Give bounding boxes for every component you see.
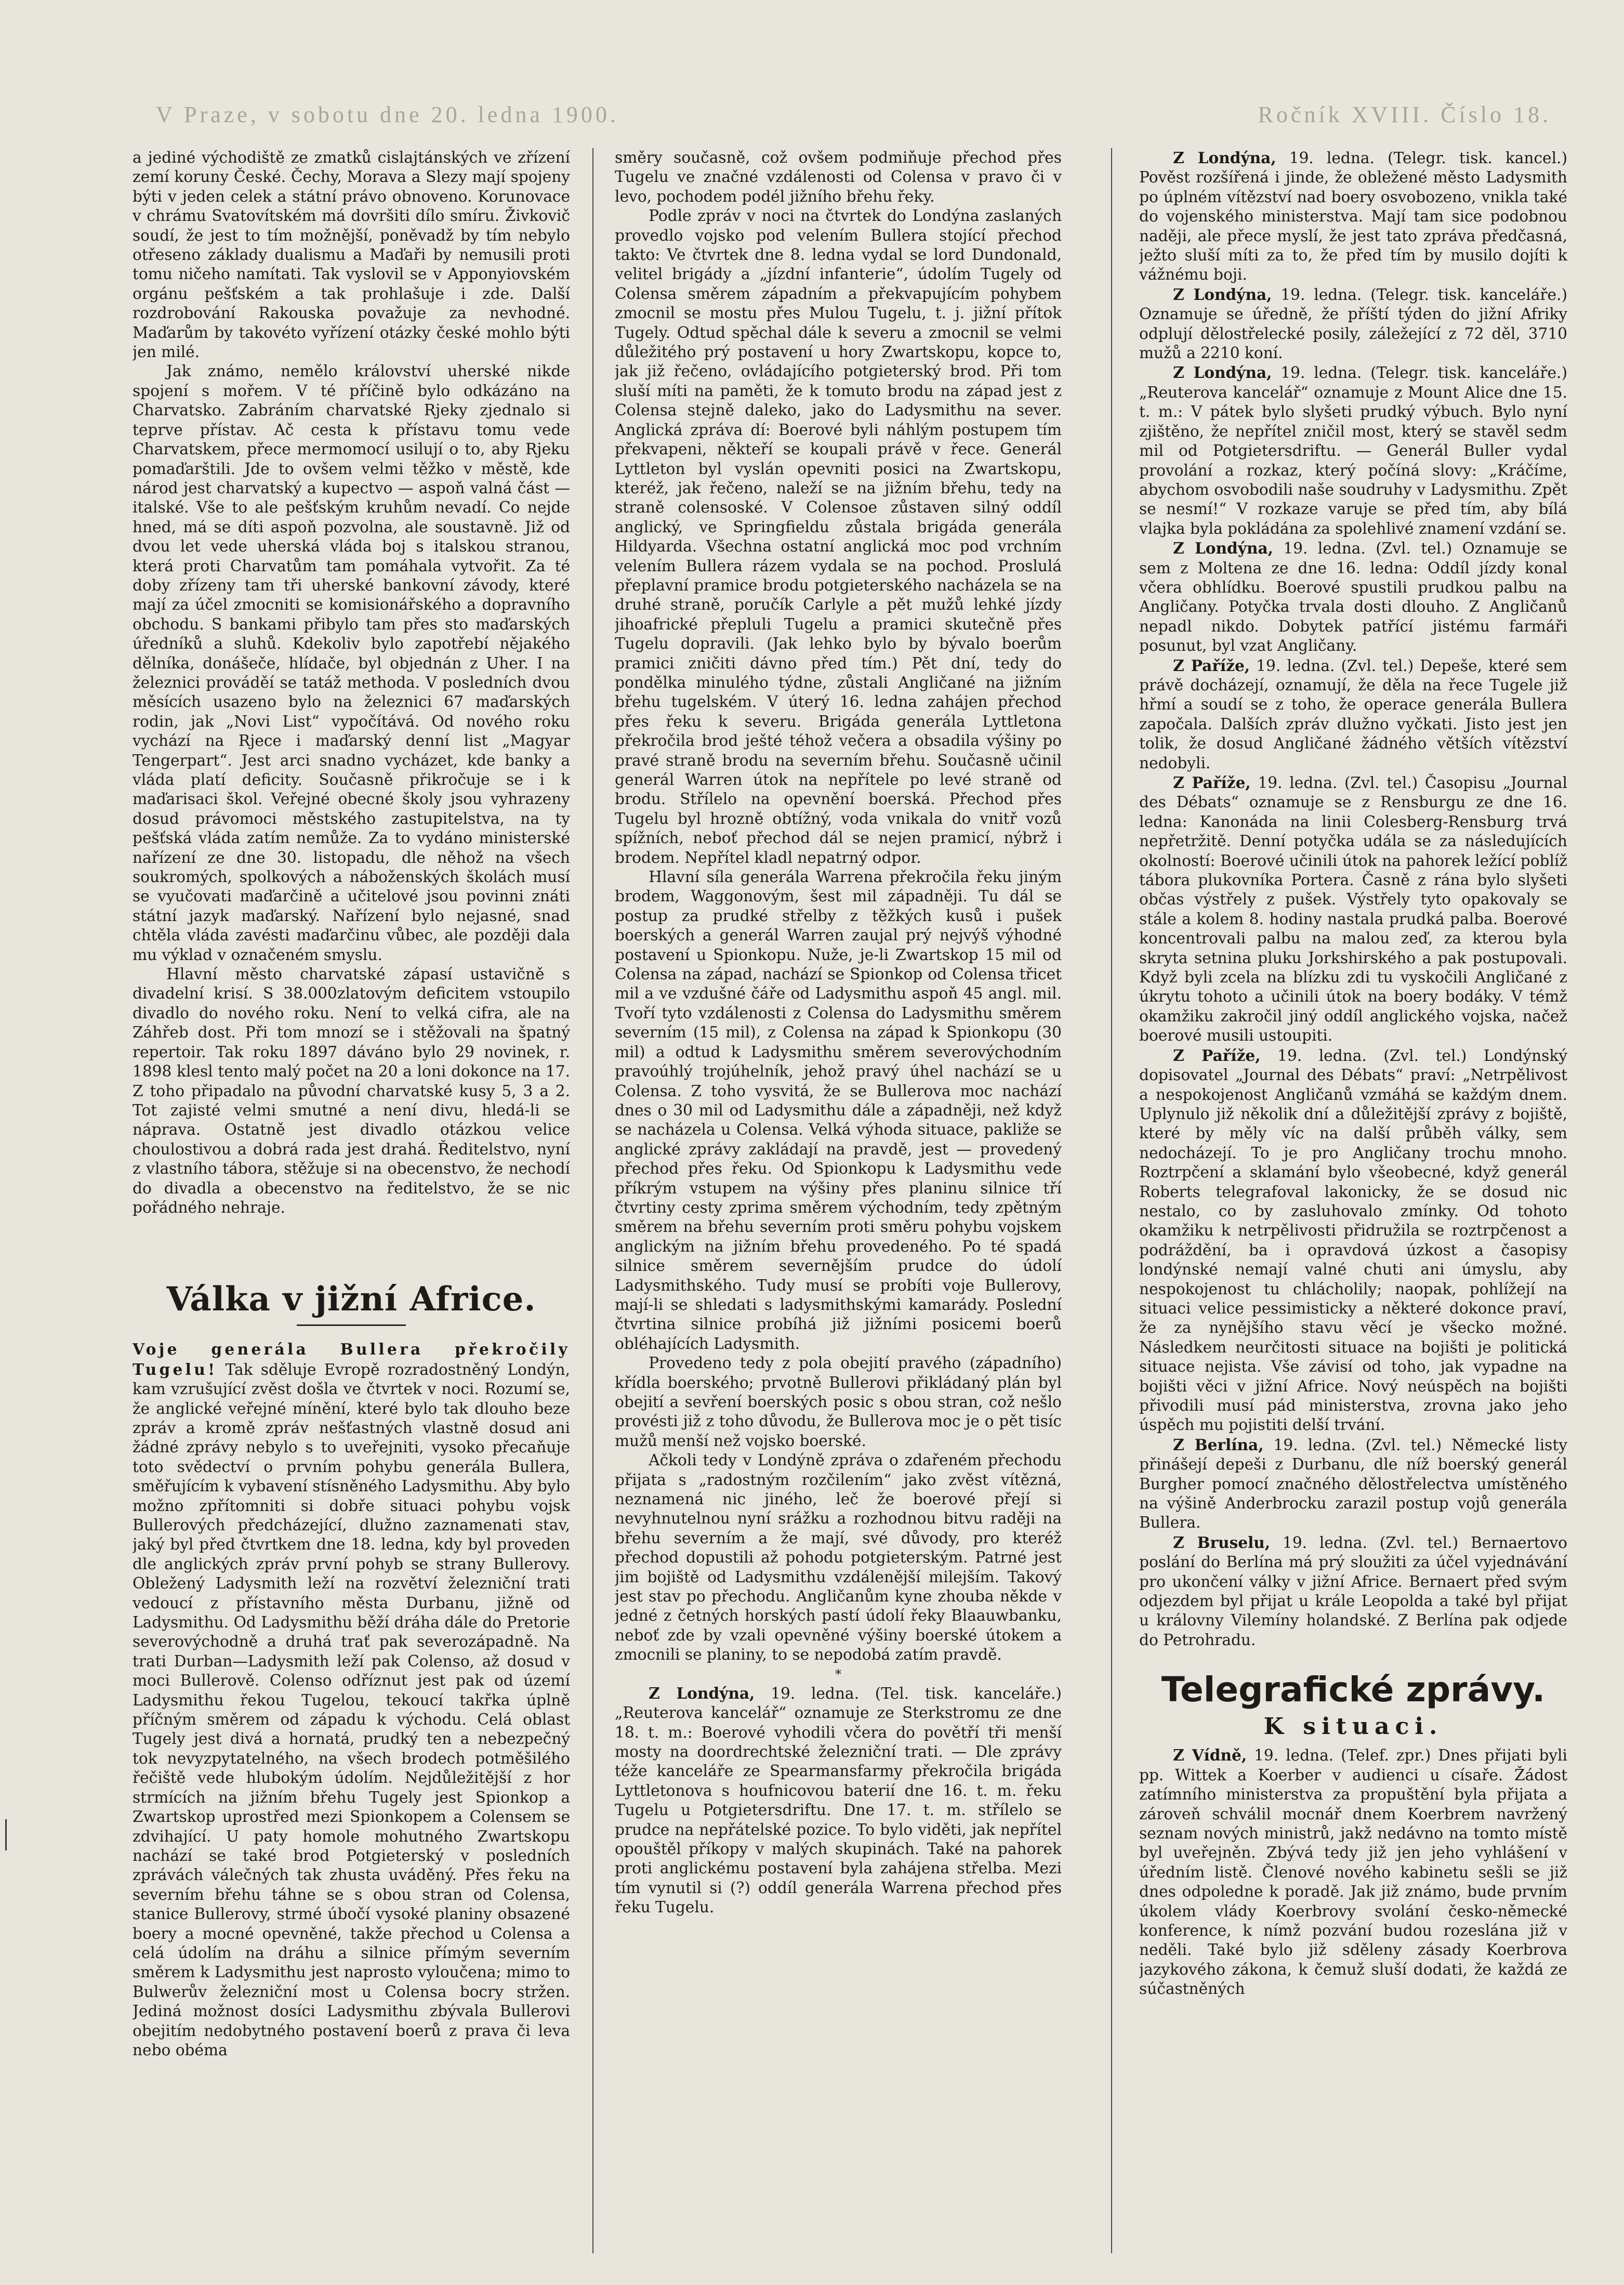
report-text: 19. ledna. (Telef. zpr.) Dnes přijati byli pp. Wittek a Koerber v audienci u císaře. Žádost zatímního ministerstva za propuštění byla přijata a zároveň schválil mocnář dnem Koerbrem navržený seznam nových ministrů, jakž nedávno na tomto místě byl uveřejněn. Zbývá tedy již jen jeho vyhlášení v úředním listě. Členové nového kabinetu sešli se již dnes odpoledne k poradě. Jak již známo, bude prvním úkolem vlády Koerbrovy svolání česko-německé konference, k nímž pozvání budou rozeslána již v neděli. Také bylo již sděleny zásady Koerbrova jazykového zákona, k čemuž sluší dodati, že každá ze súčastněných: [1139, 1746, 1567, 1998]
paragraph: směry současně, což ovšem podmiňuje přechod přes Tugelu ve značné vzdálenosti od Colensa v pravo či v levo, pochodem podél jižního břehu řeky.: [615, 149, 1062, 205]
header-right: Ročník XVIII. Číslo 18.: [1258, 102, 1551, 127]
report-text: 19. ledna. (Tel. tisk. kanceláře.) „Reuterova kancelář“ oznamuje ze Sterkstromu ze dne 18. t. m.: Boerové vyhodili včera do povětří tři menší mosty na doordrechtské železniční trati. — Dle zprávy téže kanceláře ze Spearmansfarmy překročila brigáda Lyttletonova s houfnicovou baterií dne 16. t. m. řeku Tugelu u Potgietersdriftu. Dne 17. t. m. střílelo se prudce na nepřátelské pozice. To bylo viděti, jak nepřítel opouštěl příkopy v malých skupinách. Také na pahorek proti anglickému postavení byla zahájena střelba. Mezi tím vynutil si (?) oddíl generála Warrena přechod přes řeku Tugelu.: [615, 1684, 1062, 1916]
paragraph: Hlavní město charvatské zápasí ustavičně s divadelní krisí. S 38.000zlatovým deficitem vstoupilo divadlo do nového roku. Není to velká cifra, ale na Záhřeb dost. Při tom mnozí se i stěžovali na špatný repertoir. Tak roku 1897 dáváno bylo 29 novinek, r. 1898 klesl tento malý počet na 20 a loni dokonce na 17. Z toho připadalo na původní charvatské kusy 5, 3 a 2. Tot zajisté velmi smutné a není divu, hledá-li se náprava. Ostatně jest divadlo otázkou velice choulostivou a dobrá rada jest drahá. Ředitelstvo, nyní z vlastního tábora, stěžuje si na obecenstvo, že nechodí do divadla a obecenstvo na ředitelstvo, že se nic pořádného nehraje.: [133, 965, 570, 1216]
column-1: [133, 148, 570, 2258]
report-text: 19. ledna. (Telegr. tisk. kanceláře.) „Reuterova kancelář“ oznamuje z Mount Alice dne 15. t. m.: V pátek bylo slyšeti prudký výbuch. Bylo nyní zjištěno, že nepřítel zničil most, který se stavěl sedm mil od Potgietersdriftu. — Generál Buller vydal provolání a rozkaz, který počíná slovy: „Kráčíme, abychom osvobodili naše soudruhy v Ladysmithu. Zpět se nesmí!“ V rozkaze varuje se před tím, aby bílá vlajka byla pokládána za spolehlivé znamení vzdání se.: [1139, 364, 1567, 537]
paragraph: Jak známo, nemělo království uherské nikde spojení s mořem. V té příčině bylo odkázáno na Charvatsko. Zabráním charvatské Rjeky zjednalo si teprve přístav. Ač cesta k přístavu tomu vede Charvatskem, přece mermomocí usilují o to, aby Rjeku pomaďarštili. Jde to ovšem velmi těžko v městě, kde národ jest charvatský a kupectvo — aspoň valná část — italské. Vše to ale pešťským kruhům nevadí. Co nejde hned, má se díti aspoň pozvolna, ale soustavně. Již od dvou let vede uherská vláda boj s italskou stranou, která proti Charvatům tam pomáhala vytvořit. Za té doby zřízeny tam tři uherské bankovní závody, které mají za účel zmocniti se komisionářského a dopravního obchodu. S bankami přibylo tam přes sto maďarských úředníků a sluhů. Kdekoliv bylo zapotřebí nějakého dělníka, donášeče, hlídače, byl objednán z Uher. I na železnici prováděí se tatáž methoda. V posledních dvou měsících usazeno bylo na železnici 67 maďarských rodin, jak „Novi List“ vypočítává. Od nového roku vychází na Rjece i maďarský denní list „Magyar Tengerpart“. Jest arci snadno vycházet, kde banky a vláda platí deficity. Současně přikročuje se i k maďarisaci škol. Veřejné obecné školy jsou vyhrazeny dosud právomoci městského zastupitelstva, na ty pešťská vláda zatím nemůže. Za to vydáno ministerské nařízení ze dne 30. listopadu, dle něhož na všech soukromých, spolkových a náboženských školách musí se vyučovati maďarčině a učitelové jsou povinni znáti státní jazyk maďarský. Nařízení bylo nejasné, snad chtěla vláda zavésti maďarčinu vůbec, ale později dala mu výklad v označeném smyslu.: [133, 362, 570, 964]
article-lead-paragraph: [133, 1340, 570, 2060]
column-3: [1139, 148, 1567, 2258]
telegram-report: [615, 1684, 1062, 1918]
column-2-text: [615, 148, 1062, 1665]
report-text: 19. ledna. (Telegr. tisk. kanceláře.) Oznamuje se úředně, že příští týden do jižní Afriky odplují dělostřelecké posily, záležející z 72 děl, 3710 mužů a 2210 koní.: [1139, 285, 1567, 362]
report-text: 19. ledna. (Zvl. tel.) Londýnský dopisovatel „Journal des Débats“ praví: „Netrpělivost a nespokojenost Angličanů vzmáhá se každým dnem. Uplynulo již několik dní a důležitější zprávy z bojiště, které by měly víc na další průběh války, sem nedocházejí. To je pro Angličany trochu mnoho. Roztrpčení a sklamání bylo všeobecné, když generál Roberts telegrafoval lakonicky, že se dosud nic nestalo, co by zasluhovalo zmínky. Od tohoto okamžiku k netrpělivosti přidružila se roztrpčenost a podráždění, ba i opravdová úzkost a časopisy londýnské nemají valné chuti ani úmyslu, aby nespokojenost tu chlácholily; naopak, pohlížejí na situaci velice pessimisticky a některé dokonce praví, že za nynějšího stavu věcí je všecko možné. Následkem neurčitosti situace na bojišti je politická situace nejista. Vše závisí od toho, jak vypadne na bojišti věci v jižní Africe. Nový neúspěch na bojišti přivodili musí pád ministerstva, zrovna jako jeho úspěch mu pojistiti delší trvání.: [1139, 1046, 1567, 1434]
report-place: Z Londýna,: [1173, 149, 1276, 167]
report-place: Z Londýna,: [649, 1684, 755, 1702]
margin-mark: [5, 1819, 22, 1850]
paragraph: Provedeno tedy z pola obejití pravého (západního) křídla boerského; prvotně Bullerovi přikládaný plán byl obejití a sevření boerských posic s obou stran, což nešlo provésti již z toho důvodu, že Bullerova moc je o pět tisíc mužů menší než vojsko boerské.: [615, 1354, 1062, 1450]
telegram-report: [1139, 1533, 1567, 1650]
report-text: 19. ledna. (Zvl. tel.) Časopisu „Journal des Débats“ oznamuje se z Rensburgu ze dne 16. ledna: Kanonáda na linii Colesberg-Rensburg trvá nepřetržitě. Denní potyčka udála se za následujících okolností: Boerové učinili útok na pahorek ležící poblíž tábora plukovníka Portera. Časně z rána bylo slyšeti občas výstřely z pušek. Výstřely tyto opakovaly se stále a kolem 8. hodiny nastala prudká palba. Boerové koncentrovali palbu na malou zeď, za kterou byla skryta setnina pluku Jorkshirského a pak postupovali. Když byli zcela na blízku zdi tu vyskočili Angličané z úkrytu tohoto a učinili útok na boery bodáky. V témž okamžiku zakročil jiný oddíl anglického vojska, načež boerové musili ustoupiti.: [1139, 774, 1567, 1045]
report-text: 19. ledna. (Zvl. tel.) Bernaertovo poslání do Berlína má prý sloužiti za účel vyjednávání pro ukončení války v jižní Africe. Bernaert před svým odjezdem byl přijat u krále Leopolda a také byl přijat u královny Vilemíny holandské. Z Berlína pak odjede do Petrohradu.: [1139, 1533, 1567, 1649]
report-text: 19. ledna. (Telegr. tisk. kancel.) Pověst rozšířená i jinde, že obležené město Ladysmith po úplném vítězství nad boery osvobozeno, vnikla také do vojenského ministerstva. Mají tam sice podobnou naději, ale přece myslí, že jest tato zpráva předčasná, ježto sluší míti za to, že před tím by musilo dojíti k vážnému boji.: [1139, 149, 1567, 284]
telegram-report: [1139, 363, 1567, 539]
paragraph: Podle zpráv v noci na čtvrtek do Londýna zaslaných provedlo vojsko pod velením Bullera stojící přechod takto: Ve čtvrtek dne 8. ledna vydal se lord Dundonald, velitel brigády a „jízdní infanterie“, údolím Tugely od Colensa směrem západním a překvapujícím pohybem zmocnil se mostu přes Mulou Tugelu, t. j. jižní přítok Tugely. Odtud spěchal dále k severu a zmocnil se velmi důležitého prý postavení u hory Zwartskopu, kopce to, jak již řečeno, ovládajícího potgieterský brod. Při tom sluší míti na paměti, že k tomuto brodu na západ jest z Colensa stejně daleko, jako do Ladysmithu na sever. Anglická zpráva dí: Boerové byli náhlým postupem tím překvapeni, někteří se koupali právě v řece. Generál Lyttleton byl vyslán opevniti posici na Zwartskopu, kteréž, jak řečeno, naleží se na jižním břehu, tedy na straně colensoské. V Colensoe zůstaven silný oddíl anglický, ve Springfieldu zůstala brigáda generála Hildyarda. Všechna ostatní anglická moc pod vrchním velením Bullera rázem vydala se na pochod. Proslulá přeplavní pramice brodu potgieterského nacházela se na druhé straně, poručík Carlyle a pět mužů lehké jízdy jihoafrické přepluli Tugelu a pramici skutečně přes Tugelu dopravili. (Jak lehko bylo by bývalo boerům pramici zničiti dávno před tím.) Pět dní, tedy do pondělka minulého týdne, zůstali Angličané na jižním břehu tugelském. V úterý 16. ledna zahájen přechod přes řeku k severu. Brigáda generála Lyttletona překročila brod ješté téhož večera a obsadila výšiny po pravé straně brodu na severním břehu. Současně učinil generál Warren útok na nepřítele po levé straně od brodu. Střílelo na opevnění boerská. Přechod přes Tugelu byl hrozně obtížný, voda vnikala do vnitř vozů spížních, neboť přechod dál se nejen pramicí, nýbrž i brodem. Nepřítel kladl nepatrný odpor.: [615, 207, 1062, 866]
telegram-report: [1139, 1046, 1567, 1435]
paragraph: Ačkoli tedy v Londýně zpráva o zdařeném přechodu přijata s „radostným rozčilením“ jako zvěst vítězná, neznamená nic jiného, leč že boerové přejí si nevyhnutelnou nyní srážku a rozhodnou bitvu raději na břehu severním a že mají, své důvody, pro kteréž přechod dopustili až pohodu potgieterským. Patrné jest jim bojiště od Ladysmithu vzdálenější milejším. Takový jest stav po přechodu. Angličanům kyne zhouba někde v jedné z četných horských pastí údolí řeky Blaauwbanku, neboť zde by vzali opevněné výšiny boerské útokem a zmocnili se planiny, to se nepodobá zatím pravdě.: [615, 1451, 1062, 1664]
column-rule: [1111, 148, 1112, 2253]
column-2: [615, 148, 1062, 2258]
paragraph: Hlavní síla generála Warrena překročila řeku jiným brodem, Waggonovým, šest mil západněji. Tu dál se postup za prudké střelby z těžkých kusů i pušek boerských a generál Warren zaujal prý nejvýš výhodné postavení u Spionkopu. Nuže, je-li Zwartskop 15 mil od Colensa na západ, nachází se Spionkop od Colensa třicet mil a ve vzdušné čáře od Ladysmithu aspoň 45 angl. mil. Tvoří tyto vzdálenosti z Colensa do Ladysmithu směrem severním (15 mil), z Colensa na západ k Spionkopu (30 mil) a odtud k Ladysmithu směrem severovýchodním pravoúhlý trojúhelník, jehož pravý úhel nachází se u Colensa. Z toho vysvitá, že se Bullerova moc nachází dnes o 30 mil od Ladysmithu dále a západněji, než když se nacházela u Colensa. Velká výhoda situace, pakliže se anglické zprávy zakládají na pravdě, jest — provedený přechod přes řeku. Od Spionkopu k Ladysmithu vede příkrým vstupem na výšiny přes planinu silnice tří čtvrtiny cesty zprima směrem východním, tedy zpětným směrem na břehu severním proti směru pohybu vojskem anglickým na jižním břehu provedeného. Po té spadá silnice směrem severnějším prudce do údolí Ladysmithského. Tudy musí se probíti voje Bullerovy, mají-li se shledati s ladysmithskými kamarády. Poslední čtvrtina silnice probíhá již jižními posicemi boerů obléhajících Ladysmith.: [615, 868, 1062, 1352]
report-place: Z Londýna,: [1173, 539, 1273, 558]
column-3-reports: [1139, 148, 1567, 1650]
report-place: Z Bruselu,: [1173, 1533, 1271, 1552]
column-1-text: [133, 148, 570, 1217]
telegram-report: [1139, 285, 1567, 363]
article-lead: Voje generála Bullera překročily Tugelu!: [133, 1340, 570, 1378]
telegram-report: [1139, 539, 1567, 655]
report-text: 19. ledna. (Zvl. tel.) Oznamuje se sem z Moltena ze dne 16. ledna: Oddíl jízdy konal včera obhlídku. Boerové spustili prudkou palbu na Angličany. Potyčka trvala dosti dlouho. Z Angličanů nepadl nikdo. Dobytek patřící jistému farmáři posunut, byl vzat Angličany.: [1139, 540, 1567, 655]
telegram-report: [1139, 773, 1567, 1046]
report-text: 19. ledna. (Zvl. tel.) Depeše, které sem právě docházejí, oznamují, že děla na řece Tugele již hřmí a soudí se z toho, že operace generála Bullera započala. Dalších zpráv dlužno vyčkati. Jisto jest jen tolik, že dosud Angličané žádného větších vítězství nedobyli.: [1139, 656, 1567, 772]
telegram-report: [1139, 656, 1567, 773]
telegram-report: [1139, 148, 1567, 285]
telegram-report: [1139, 1435, 1567, 1533]
header-left: V Praze, v sobotu dne 20. ledna 1900.: [156, 102, 619, 127]
report-place: Z Paříže,: [1173, 1046, 1261, 1065]
report-place: Z Berlína,: [1173, 1435, 1264, 1454]
telegram-report: [1139, 1745, 1567, 1999]
report-place: Z Londýna,: [1173, 363, 1272, 382]
report-place: Z Paříže,: [1173, 656, 1250, 675]
column-rule: [592, 148, 593, 2253]
headline-underline: [297, 1324, 406, 1326]
telegrams-heading: Telegrafické zprávy.: [1161, 1670, 1546, 1710]
paragraph: a jediné východiště ze zmatků cislajtánských ve zřízení zemí koruny České. Čechy, Morava a Slezy mají spojeny býti v jeden celek a státní právo obnoveno. Korunovace v chrámu Svatovítském má dovršiti dílo smíru. Živkovič soudí, že jest to tím možnější, poněvadž by tím nebylo otřeseno základy dualismu a Maďaři by nemusili proti tomu ničeho namítati. Tak vyslovil se v Apponyiovském orgánu pešťském a tak prohlašuje i zde. Další rozdrobování Rakouska považuje za nevhodné. Maďarům by takovéto vyřízení otázky české mohlo býti jen milé.: [133, 149, 570, 361]
article-lead-body: Tak sděluje Evropě rozradostněný Londýn, kam vzrušující zvěst došla ve čtvrtek v noci. Rozumí se, že anglické veřejné mínění, které bylo tak dlouho beze zpráv a kromě zpráv nešťastných vlastně dosud ani žádné zprávy nebylo s to uveřejniti, vysoko přecaňuje toto svědectví o prvním pohybu generála Bullera, směřujícím k vybavení stísněného Ladysmithu. Aby bylo možno zpřítomniti si dobře situaci pohybu vojsk Bullerových předcházející, dlužno zaznamenati stav, jaký byl před čtvrtkem dne 18. ledna, kdy byl proveden dle anglických zpráv první pohyb se strany Bullerovy. Obležený Ladysmith leží na rozvětví železniční trati vedoucí z přístavního města Durbanu, jižně od Ladysmithu. Od Ladysmithu běží dráha dále do Pretorie severovýchodně a druhá trať pak severozápadně. Na trati Durban—Ladysmith leží pak Colenso, až dosud v moci Bullerově. Colenso odříznut jest pak od území Ladysmithu řekou Tugelou, tekoucí takřka úplně příčným směrem od západu k východu. Celá oblast Tugely jest divá a hornatá, prudký ten a nebezpečný tok nevyzpytatelného, na všech brodech potměšilého řečiště vede hlubokým údolím. Nejdůležitější z hor strmících na jižním břehu Tugely jest Spionkop a Zwartskop uprostřed mezi Spionkopem a Colensem se zdvihající. U paty homole mohutného Zwartskopu nachází se také brod Potgieterský v posledních zprávách válečných tak zhusta uváděný. Přes řeku na severním břehu táhne se s obou stran od Colensa, stanice Bullerovy, strmé úbočí vysoké planiny obsazené boery a mocné opevněné, takže přechod u Colensa a celá údolím na dráhu a silnice přímým severním směrem k Ladysmithu jest naprosto vyloučena; mimo to Bulwerův železniční most u Colensa bocry stržen. Jediná možnost dosíci Ladysmithu zbývala Bullerovi obejitím nedobytného postavení boerů z prava či leva nebo obéma: [133, 1360, 570, 2059]
report-place: Z Paříže,: [1173, 773, 1251, 792]
section-separator: *: [835, 1666, 841, 1682]
telegrams-subheading: K situaci.: [1263, 1713, 1443, 1740]
column-2-reports: [615, 1684, 1062, 1918]
report-place: Z Londýna,: [1173, 285, 1272, 304]
article-headline: Válka v jižní Africe.: [166, 1280, 536, 1319]
report-place: Z Vídně,: [1173, 1746, 1247, 1765]
page-header-bleedthrough: [156, 101, 1551, 138]
report-text: 19. ledna. (Zvl. tel.) Německé listy přinášejí depeši z Durbanu, dle níž boerský generál Burgher pomocí značného dělostřelectva umístěného na výšině Anderbrocku zarazil postup vojů generála Bullera.: [1139, 1436, 1567, 1532]
